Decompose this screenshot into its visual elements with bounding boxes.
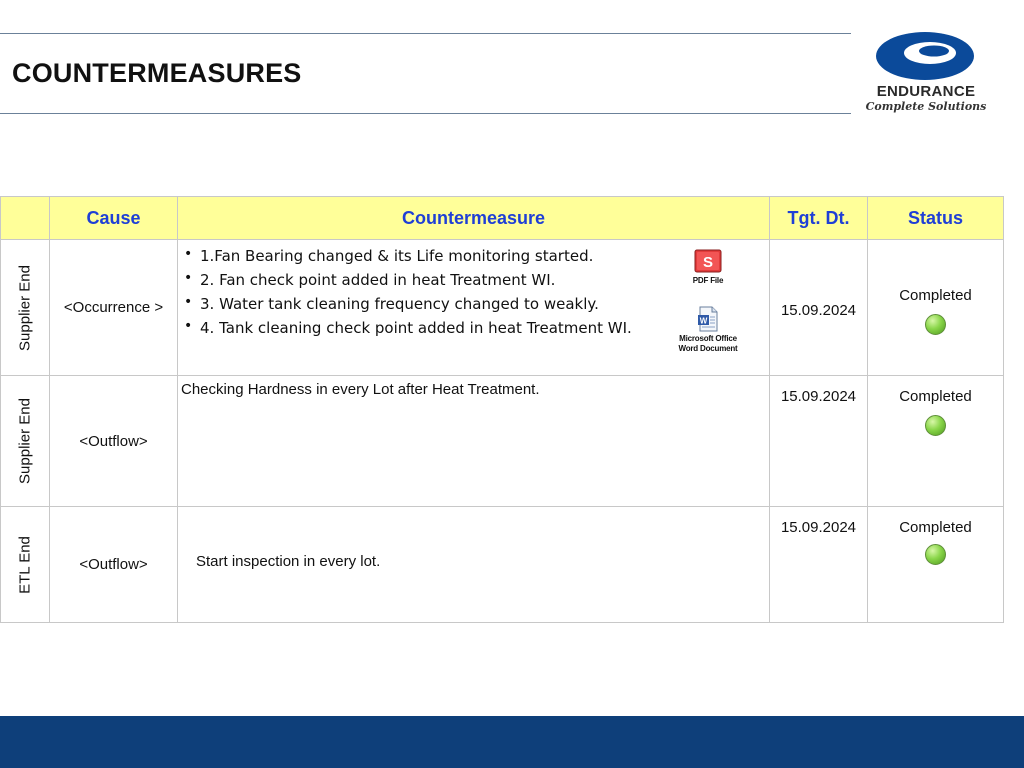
- cause-cell: <Outflow>: [50, 376, 178, 507]
- row-side-cell: [1, 376, 50, 507]
- row-side-cell: [1, 240, 50, 376]
- pdf-attachment-label: PDF File: [692, 276, 724, 285]
- header-countermeasure: Countermeasure: [178, 197, 770, 240]
- countermeasure-cell: Checking Hardness in every Lot after Heat Treatment.: [178, 376, 770, 507]
- status-cell: [868, 376, 1004, 507]
- table-header-row: [1, 197, 1004, 240]
- svg-text:W: W: [699, 316, 708, 326]
- header-target-date: Tgt. Dt.: [770, 197, 868, 240]
- row-side-cell: [1, 507, 50, 623]
- endurance-logo-icon: [870, 30, 980, 82]
- table-row: [1, 376, 1004, 507]
- target-date-cell: 15.09.2024: [770, 507, 868, 623]
- side-label: Supplier End: [16, 398, 34, 484]
- logo-brand: ENDURANCE: [876, 83, 976, 100]
- word-attachment[interactable]: [674, 306, 742, 354]
- countermeasures-table: [0, 196, 1004, 623]
- pdf-icon-glyph: S: [702, 254, 714, 271]
- word-attachment-label: Microsoft Office Word Document: [678, 334, 738, 353]
- pdf-attachment[interactable]: [683, 248, 733, 286]
- countermeasure-cell: Start inspection in every lot.: [178, 507, 770, 623]
- word-document-icon: [697, 306, 719, 332]
- target-date-cell: 15.09.2024: [770, 376, 868, 507]
- footer-bar: [0, 716, 1024, 768]
- countermeasure-cell: [178, 240, 770, 376]
- status-text: Completed: [899, 519, 972, 536]
- bottom-rule: [0, 113, 851, 114]
- status-indicator-icon: [925, 544, 946, 565]
- side-label: Supplier End: [16, 264, 34, 351]
- top-rule: [0, 33, 851, 34]
- status-text: Completed: [899, 388, 972, 405]
- logo-tagline: Complete Solutions: [865, 100, 987, 113]
- pdf-file-icon: [693, 248, 723, 274]
- list-item: • 3. Water tank cleaning frequency changed to weakly.: [182, 292, 769, 316]
- status-indicator-icon: [925, 314, 946, 335]
- table-row: [1, 240, 1004, 376]
- side-label: ETL End: [16, 535, 34, 594]
- table-row: [1, 507, 1004, 623]
- target-date-cell: 15.09.2024: [770, 240, 868, 376]
- list-item: • 1.Fan Bearing changed & its Life monitoring started.: [182, 244, 769, 268]
- page-title: COUNTERMEASURES: [12, 58, 302, 88]
- header-status: Status: [868, 197, 1004, 240]
- status-text: Completed: [899, 287, 972, 304]
- status-cell: [868, 507, 1004, 623]
- status-cell: [868, 240, 1004, 376]
- header-side-blank: [1, 197, 50, 240]
- cause-cell: <Occurrence >: [50, 240, 178, 376]
- status-indicator-icon: [925, 415, 946, 436]
- list-item: • 4. Tank cleaning check point added in heat Treatment WI.: [182, 316, 769, 340]
- company-logo: [856, 30, 996, 118]
- header-cause: Cause: [50, 197, 178, 240]
- list-item: • 2. Fan check point added in heat Treatment WI.: [182, 268, 769, 292]
- cause-cell: <Outflow>: [50, 507, 178, 623]
